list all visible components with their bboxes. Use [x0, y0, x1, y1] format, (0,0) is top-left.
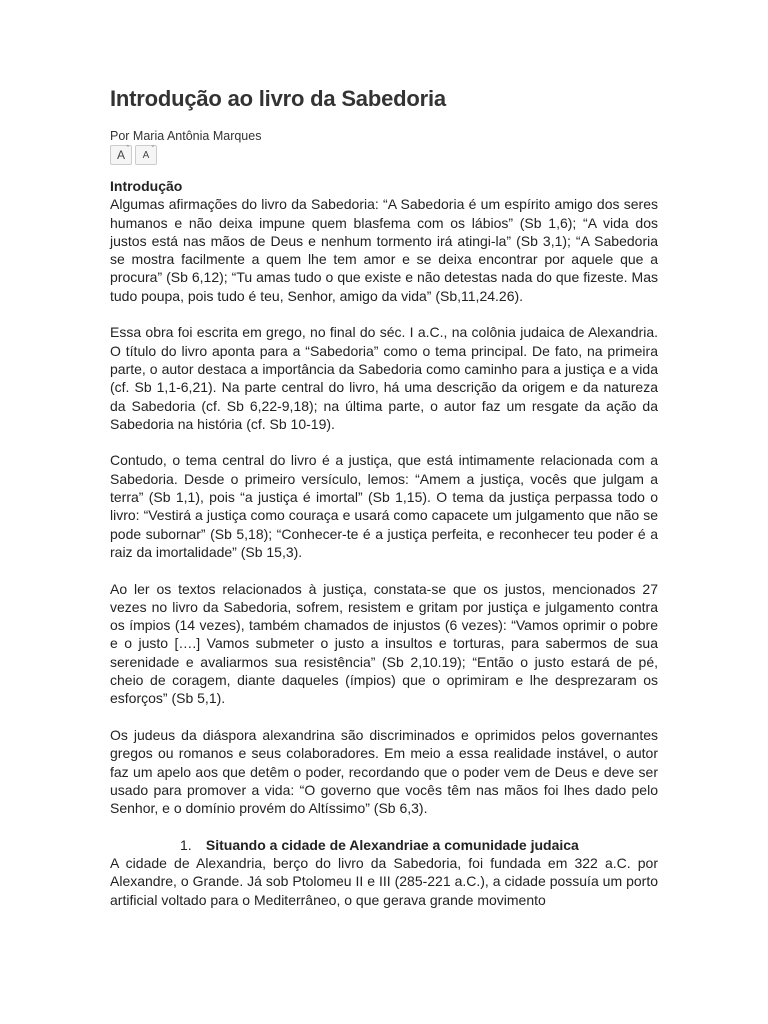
intro-heading: Introdução [110, 178, 183, 194]
caret-up-icon: ˆ [126, 146, 129, 153]
section-heading [110, 836, 658, 854]
paragraph: A cidade de Alexandria, berço do livro da Sabedoria, foi fundada em 322 a.C. por Alexandre, o Grande. Já sob Ptolomeu II e III (285-221 a.C.), a cidade possuía um porto artificial voltado para o Mediterrâneo, o que gerava grande movimento [110, 854, 658, 908]
page-title: Introdução ao livro da Sabedoria [110, 86, 446, 111]
font-increase-label: A [116, 148, 125, 162]
paragraph: Os judeus da diáspora alexandrina são discriminados e oprimidos pelos governantes gregos ou romanos e seus colaboradores. Em meio a essa realidade instável, o autor faz um apelo aos que detêm o poder, recordando que o poder vem de Deus e deve ser usado para promover a vida: “O governo que vocês têm nas mãos foi lhes dado pelo Senhor, e o domínio provém do Altíssimo” (Sb 6,3). [110, 726, 658, 817]
font-decrease-label: A [142, 149, 150, 161]
font-decrease-button[interactable] [135, 145, 157, 165]
section-number: 1. [180, 836, 192, 853]
font-size-controls [110, 145, 157, 165]
author-byline: Por Maria Antônia Marques [110, 129, 262, 143]
paragraph: Contudo, o tema central do livro é a justiça, que está intimamente relacionada com a Sabedoria. Desde o primeiro versículo, lemos: “Amem a justiça, vocês que julgam a terra” (Sb 1,1), pois “a justiça é imortal” (Sb 1,15). O tema da justiça perpassa todo o livro: “Vestirá a justiça como couraça e usará como capacete um julgamento que não se pode subornar” (Sb 5,18); “Conhecer-te é a justiça perfeita, e reconhecer teu poder é a raiz da imortalidade” (Sb 15,3). [110, 452, 658, 560]
section-title: Situando a cidade de Alexandriae a comunidade judaica [205, 836, 579, 853]
font-increase-button[interactable] [110, 145, 132, 165]
paragraph: Algumas afirmações do livro da Sabedoria: “A Sabedoria é um espírito amigo dos seres humanos e não deixa impune quem blasfema com os lábios” (Sb 1,6); “A vida dos justos está nas mãos de Deus e nenhum tormento irá atingi-la” (Sb 3,1); “A Sabedoria se mostra facilmente a quem lhe tem amor e se deixa encontrar por aquele que a procura” (Sb 6,12); “Tu amas tudo o que existe e não detestas nada do que fizeste. Mas tudo poupa, pois tudo é teu, Senhor, amigo da vida” (Sb,11,24.26). [110, 196, 658, 304]
paragraph: Ao ler os textos relacionados à justiça, constata-se que os justos, mencionados 27 vezes no livro da Sabedoria, sofrem, resistem e gritam por justiça e julgamento contra os ímpios (14 vezes), também chamados de injustos (6 vezes): “Vamos oprimir o pobre e o justo [….] Vamos submeter o justo a insultos e torturas, para sabermos de sua serenidade e avaliarmos sua resistência” (Sb 2,10.19); “Então o justo estará de pé, cheio de coragem, diante daqueles (ímpios) que o oprimiram e lhe desprezaram os esforços” (Sb 5,1). [110, 580, 658, 707]
caret-down-icon: ˇ [151, 146, 154, 153]
article-body [110, 177, 658, 909]
paragraph: Essa obra foi escrita em grego, no final do séc. I a.C., na colônia judaica de Alexandria. O título do livro aponta para a “Sabedoria” como o tema principal. De fato, na primeira parte, o autor destaca a importância da Sabedoria como caminho para a justiça e a vida (cf. Sb 1,1-6,21). Na parte central do livro, há uma descrição da origem e da natureza da Sabedoria (cf. Sb 6,22-9,18); na última parte, o autor faz um resgate da ação da Sabedoria na história (cf. Sb 10-19). [110, 324, 658, 432]
